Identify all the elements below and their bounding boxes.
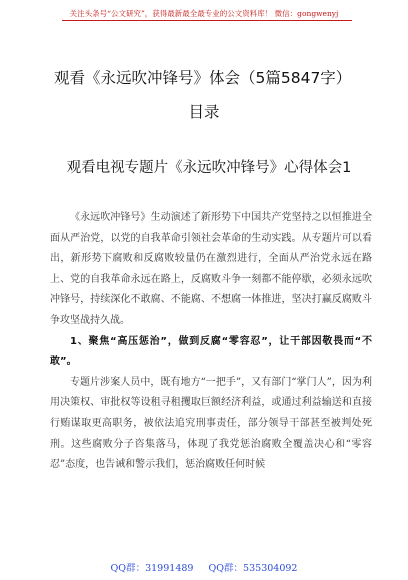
header-divider (62, 20, 352, 21)
article-body (50, 208, 372, 476)
footer-qq-group-1: QQ群：31991489 (110, 563, 194, 574)
document-title: 观看《永远吹冲锋号》体会（5篇5847字） (54, 69, 352, 87)
paragraph-body: 专题片涉案人员中，既有地方“一把手”，又有部门“掌门人”，因为利用决策权、审批权等设租寻租攫取巨额经济利益，或通过利益输送和直接行贿谋取更高职务，被依法追究刑事责任，部分领导干部甚至被判处死刑。这些腐败分子咨集落马，体现了我党惩治腐败全覆盖决心和“零容忍”态度，也告诫和警示我们，惩治腐败任何时候 (50, 376, 372, 471)
paragraph-intro: 《永远吹冲锋号》生动演述了新形势下中国共产党坚持之以恒推进全面从严治党，以党的自我革命引领社会革命的生动实践。从专题片可以看出，新形势下腐败和反腐败较量仍在激烈进行，全面从严治党永远在路上、党的自我革命永远在路上，反腐败斗争一刻都不能停歇，必须永远吹冲锋号，持续深化不敢腐、不能腐、不想腐一体推进，坚决打赢反腐败斗争攻坚战持久战。 (50, 212, 372, 326)
header-banner: 关注头条号“公文研究”，获得最新最全最专业的公文资料库！ 微信：gongwenyj (69, 9, 339, 18)
footer-qq-group-2: QQ群：535304092 (208, 563, 298, 574)
toc-heading: 目录 (188, 103, 220, 121)
footer-contacts (0, 560, 408, 574)
article-title: 观看电视专题片《永远吹冲锋号》心得体会1 (66, 160, 352, 176)
section-heading: 1、聚焦“高压惩治”，做到反腐“零容忍”，让干部因敬畏而“不敢”。 (50, 335, 372, 368)
